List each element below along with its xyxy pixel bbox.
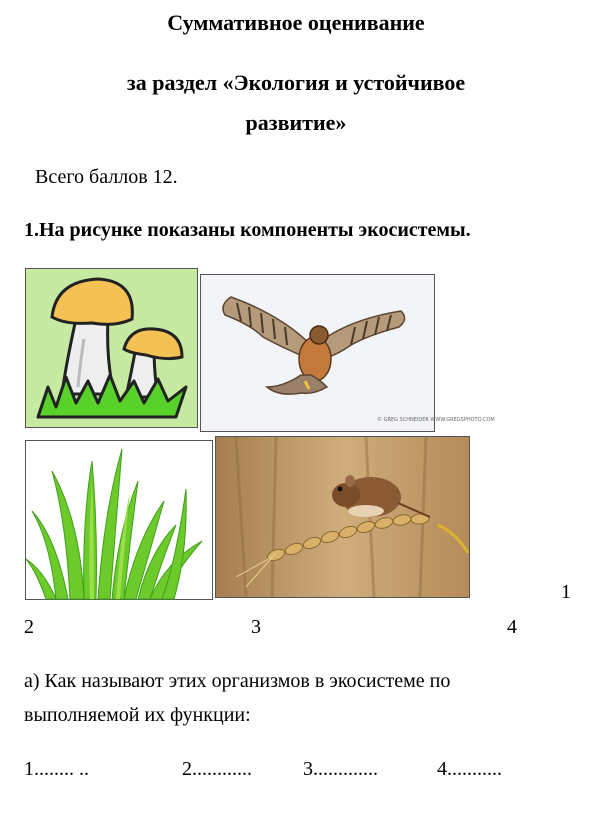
title-line-1: Суммативное оценивание	[167, 10, 425, 35]
grass-image	[25, 440, 213, 600]
photo-watermark: © GREG SCHNEIDER WWW.GREGSPHOTO.COM	[377, 417, 495, 423]
image-number-4: 4	[507, 616, 517, 638]
image-number-1: 1	[561, 581, 571, 603]
question-1: 1.На рисунке показаны компоненты экосистемы.	[24, 219, 471, 241]
answer-blank-4[interactable]: 4...........	[437, 758, 502, 780]
image-number-2: 2	[24, 616, 34, 638]
mushrooms-image	[25, 268, 198, 428]
task-a-line-2: выполняемой их функции:	[24, 704, 251, 726]
total-points: Всего баллов 12.	[35, 166, 178, 188]
mouse-on-wheat-image	[215, 436, 470, 598]
answer-blank-2[interactable]: 2............	[182, 758, 252, 780]
answer-blank-1[interactable]: 1........ ..	[24, 758, 89, 780]
hawk-image	[200, 274, 495, 432]
title-line-2: за раздел «Экология и устойчивое	[126, 70, 466, 95]
task-a-line-1: а) Как называют этих организмов в экосистеме по	[24, 670, 451, 692]
title-line-3: развитие»	[245, 110, 347, 135]
image-number-3: 3	[251, 616, 261, 638]
answer-blank-3[interactable]: 3.............	[303, 758, 378, 780]
